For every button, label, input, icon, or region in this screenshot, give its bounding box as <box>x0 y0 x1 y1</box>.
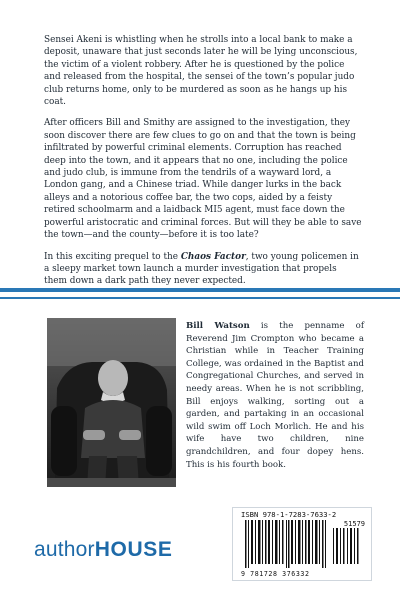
blurb-p3-prefix: In this exciting prequel to the <box>44 251 181 262</box>
author-bio-text: is the penname of Reverend Jim Crompton who became a Christian while in Teacher Training College, was ordained in the Baptist and Congregational Churches, and served in needy areas. When he is not scribbling, Bill enjoys walking, sorting out a garden, and partaking in an occasional wild swim off Loch Morlich. He and his wife have two children, nine grandchildren, and four dopey hens. This is his fourth book. <box>186 321 365 470</box>
book-title-reference: Chaos Factor <box>180 251 246 262</box>
blurb-p3-suffix: , two young policemen in a sleepy market town launch a murder investigation that propels them down a dark path they never expected. <box>44 251 359 287</box>
blurb-paragraph-2: After officers Bill and Smithy are assigned to the investigation, they soon discover there are few clues to go on and that the town is being infiltrated by powerful criminal elements. Corruption has reached deep into the town, and it appears that no one, including the police and judo club, is immune from the tendrils of a wayward lord, a London gang, and a Chinese triad. While danger lurks in the back alleys and a notorious coffee bar, the two cops, aided by a feisty retired schoolmarm and a laidback MI5 agent, must face down the powerful aristocratic and criminal forces. But will they be able to save the town—and the county—before it is too late? <box>44 118 362 241</box>
blurb-paragraph-1: Sensei Akeni is whistling when he strolls into a local bank to make a deposit, unaware that just seconds later he will be lying unconscious, the victim of a violent robbery. After he is questioned by the police and released from the hospital, the sensei of the town’s popular judo club returns home, only to be murdered as soon as he hangs up his coat. <box>44 35 358 108</box>
blue-divider-thick <box>0 288 400 292</box>
author-bio <box>186 320 364 471</box>
blue-divider-thin <box>0 297 400 299</box>
author-photo-image <box>47 318 176 487</box>
author-name: Bill Watson <box>186 321 250 331</box>
price-code: 51579 <box>343 520 365 528</box>
publisher-logo-part1: author <box>34 538 95 561</box>
isbn-text: ISBN 978-1-7283-7633-2 <box>241 510 337 519</box>
blurb-paragraph-3 <box>44 251 362 288</box>
author-photo <box>47 318 176 487</box>
isbn-barcode <box>232 507 372 581</box>
publisher-logo <box>34 538 172 562</box>
back-cover-blurb <box>44 34 362 297</box>
publisher-logo-part2: HOUSE <box>94 538 173 561</box>
barcode-digits: 9 781728 376332 <box>241 570 310 578</box>
